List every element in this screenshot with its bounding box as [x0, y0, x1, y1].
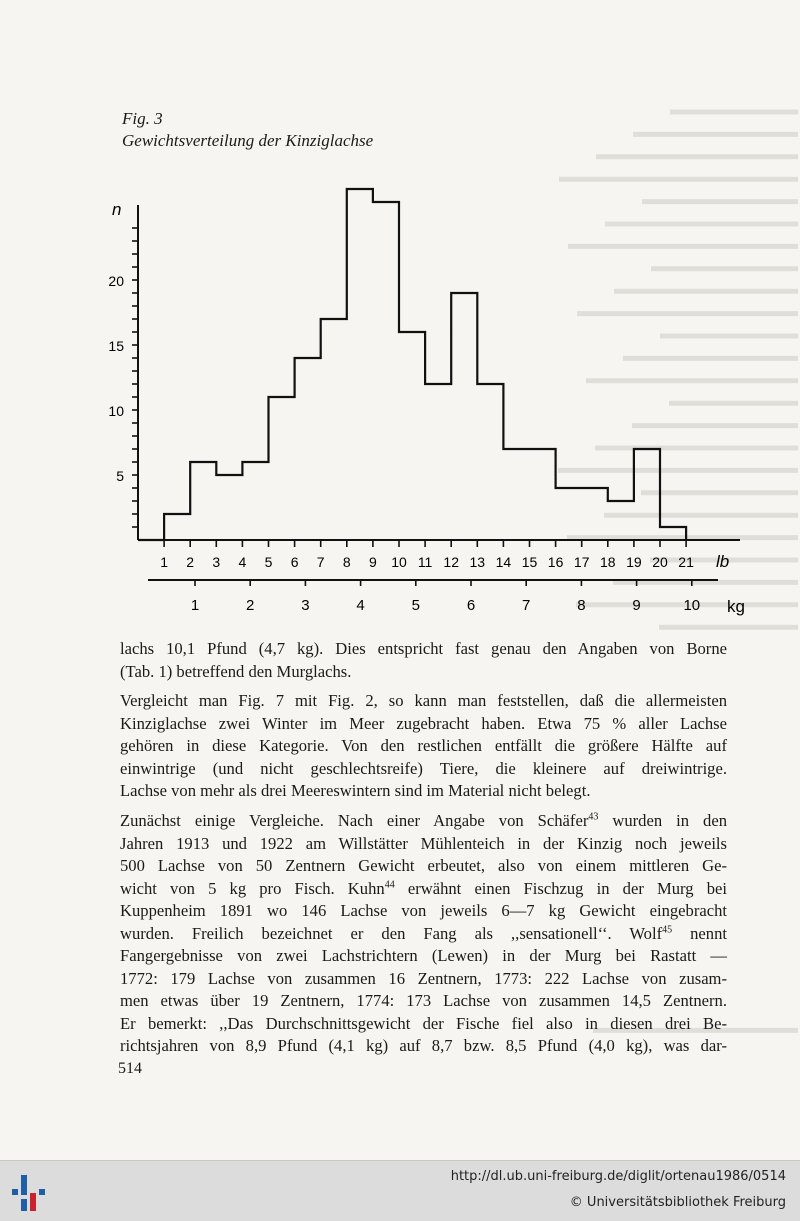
histogram-bar	[190, 462, 216, 540]
text-line: Vergleicht man Fig. 7 mit Fig. 2, so kann man feststellen, daß die allermeisten	[120, 691, 727, 710]
x-tick-label: 10	[391, 554, 407, 570]
histogram-bar	[425, 384, 451, 540]
x-tick-label: 13	[469, 554, 486, 570]
figure-caption-text: Gewichtsverteilung der Kinziglachse	[122, 131, 374, 150]
text-line: einwintrige (und nicht geschlechtsreife) Tiere, die kleinere auf dreiwintrige.	[120, 758, 727, 778]
histogram-bar	[660, 527, 686, 540]
text-line: lachs 10,1 Pfund (4,7 kg). Dies entspricht fast genau den Angaben von Borne	[120, 639, 727, 658]
footnote-ref-44: 44	[384, 878, 395, 890]
x-tick-label: 9	[369, 554, 377, 570]
viewer-footer	[0, 1160, 800, 1221]
x-ticks	[164, 540, 686, 547]
text-line: Er bemerkt: ,,Das Durchschnittsgewicht der Fische fiel also in diesen drei Be-	[120, 1013, 727, 1033]
histogram-bar	[556, 488, 582, 540]
kg-tick-label: 6	[466, 597, 476, 614]
paragraph-1	[120, 638, 727, 683]
histogram-bar	[269, 397, 295, 540]
histogram-bar	[451, 293, 477, 540]
y-tick-label: 5	[116, 468, 124, 484]
figure-label: Fig. 3	[122, 109, 163, 128]
histogram-bar	[321, 319, 347, 540]
copyright-notice: © Universitätsbibliothek Freiburg	[569, 1195, 786, 1210]
text-run: Zunächst einige Vergleiche. Nach einer Angabe von Schäfer	[120, 811, 589, 830]
text-run: wicht von 5 kg pro Fisch. Kuhn	[120, 878, 385, 898]
x-tick-label: 7	[316, 554, 325, 570]
x-tick-label: 5	[264, 554, 273, 570]
text-line: Lachse von mehr als drei Meereswintern sind im Material nicht belegt.	[120, 781, 591, 800]
text-line: Kinziglachse zwei Winter im Meer zugebracht haben. Etwa 75 % aller Lachse	[120, 713, 727, 733]
text-line: men etwas über 19 Zentnern, 1774: 173 Lachse von zusammen 14,5 Zentnern.	[120, 991, 727, 1010]
kg-tick-label: 5	[411, 597, 420, 614]
kg-tick-label: 7	[522, 597, 531, 614]
x-tick-label: 6	[290, 554, 299, 570]
x-tick-labels	[160, 554, 694, 570]
histogram-bar	[530, 449, 556, 540]
histogram-bar	[295, 358, 321, 540]
x-tick-label: 18	[600, 554, 616, 570]
histogram-bar	[582, 488, 608, 540]
text-run: wurden in den	[598, 811, 727, 830]
kg-tick-label: 10	[683, 597, 701, 614]
paragraph-2	[120, 690, 727, 803]
histogram-bar	[634, 449, 660, 540]
y-tick-label: 15	[108, 338, 124, 354]
text-line	[120, 878, 727, 901]
x-tick-label: 19	[626, 554, 642, 570]
text-line: Kuppenheim 1891 wo 146 Lachse von jeweils 6—7 kg Gewicht eingebracht	[120, 901, 727, 920]
y-tick-labels	[108, 273, 124, 484]
y-tick-label: 10	[108, 403, 124, 419]
x-tick-label: 3	[212, 554, 221, 570]
x-tick-label: 14	[495, 554, 512, 570]
kg-axis-unit: kg	[727, 597, 745, 616]
text-line	[120, 810, 727, 833]
text-run: erwähnt einen Fischzug in der Murg bei	[394, 878, 728, 898]
text-line: 1772: 179 Lachse von zusammen 16 Zentnern, 1773: 222 Lachse von zusam-	[120, 968, 727, 988]
kg-tick-label: 4	[356, 597, 365, 614]
y-axis	[112, 200, 138, 540]
histogram-bar	[399, 332, 425, 540]
kg-tick-labels	[191, 597, 700, 614]
kg-tick-label: 3	[301, 597, 310, 614]
x-tick-label: 12	[443, 554, 459, 570]
histogram-bar	[503, 449, 529, 540]
page-number: 514	[118, 1060, 142, 1077]
source-link[interactable]: http://dl.ub.uni-freiburg.de/diglit/ortenau1986/0514	[450, 1169, 786, 1184]
x-tick-label: 15	[521, 554, 538, 570]
histogram-bar	[477, 384, 503, 540]
x-tick-label: 20	[652, 554, 668, 570]
y-axis-label: n	[112, 200, 122, 219]
ub-freiburg-logo-icon	[8, 1169, 54, 1215]
kg-tick-label: 1	[190, 597, 200, 614]
histogram-bar	[216, 475, 242, 540]
kg-tick-label: 9	[632, 597, 641, 614]
text-line: Fangergebnisse von zwei Lachstrichtern (Lewen) in der Murg bei Rastatt —	[120, 946, 727, 965]
x-tick-label: 2	[186, 554, 195, 570]
footnote-ref-43: 43	[588, 811, 599, 823]
text-line: (Tab. 1) betreffend den Murglachs.	[120, 661, 352, 681]
text-line: gehören in diese Kategorie. Von den restlichen entfällt die größere Hälfte auf	[120, 736, 727, 755]
y-tick-label: 20	[108, 273, 124, 289]
x-tick-label: 11	[417, 554, 433, 570]
histogram-bar	[373, 202, 399, 540]
x-tick-label: 16	[547, 554, 564, 570]
text-line: richtsjahren von 8,9 Pfund (4,1 kg) auf 8,7 bzw. 8,5 Pfund (4,0 kg), was dar-	[120, 1036, 727, 1055]
x-axis-unit-lb: lb	[716, 552, 730, 571]
x-tick-label: 21	[678, 554, 694, 570]
kg-tick-label: 2	[246, 597, 255, 614]
text-run: nennt	[672, 923, 728, 943]
text-line: 500 Lachse von 50 Zentnern Gewicht erbeutet, also von einem mittleren Ge-	[120, 856, 727, 875]
x-tick-label: 1	[160, 554, 168, 570]
paragraph-3	[120, 810, 727, 1058]
footnote-ref-45: 45	[662, 923, 673, 935]
histogram-bar	[347, 189, 373, 540]
kg-tick-label: 8	[577, 597, 586, 614]
histogram-bar	[608, 501, 634, 540]
text-line	[120, 923, 727, 946]
x-tick-label: 4	[238, 554, 247, 570]
x-tick-label: 17	[573, 554, 590, 570]
histogram-bar	[242, 462, 268, 540]
text-line: Jahren 1913 und 1922 am Willstätter Mühlenteich in der Kinzig noch jeweils	[120, 833, 727, 853]
x-tick-label: 8	[342, 554, 351, 570]
histogram-bar	[164, 514, 190, 540]
text-run: wurden. Freilich bezeichnet er den Fang als ,,sensationell‘‘. Wolf	[120, 923, 663, 943]
